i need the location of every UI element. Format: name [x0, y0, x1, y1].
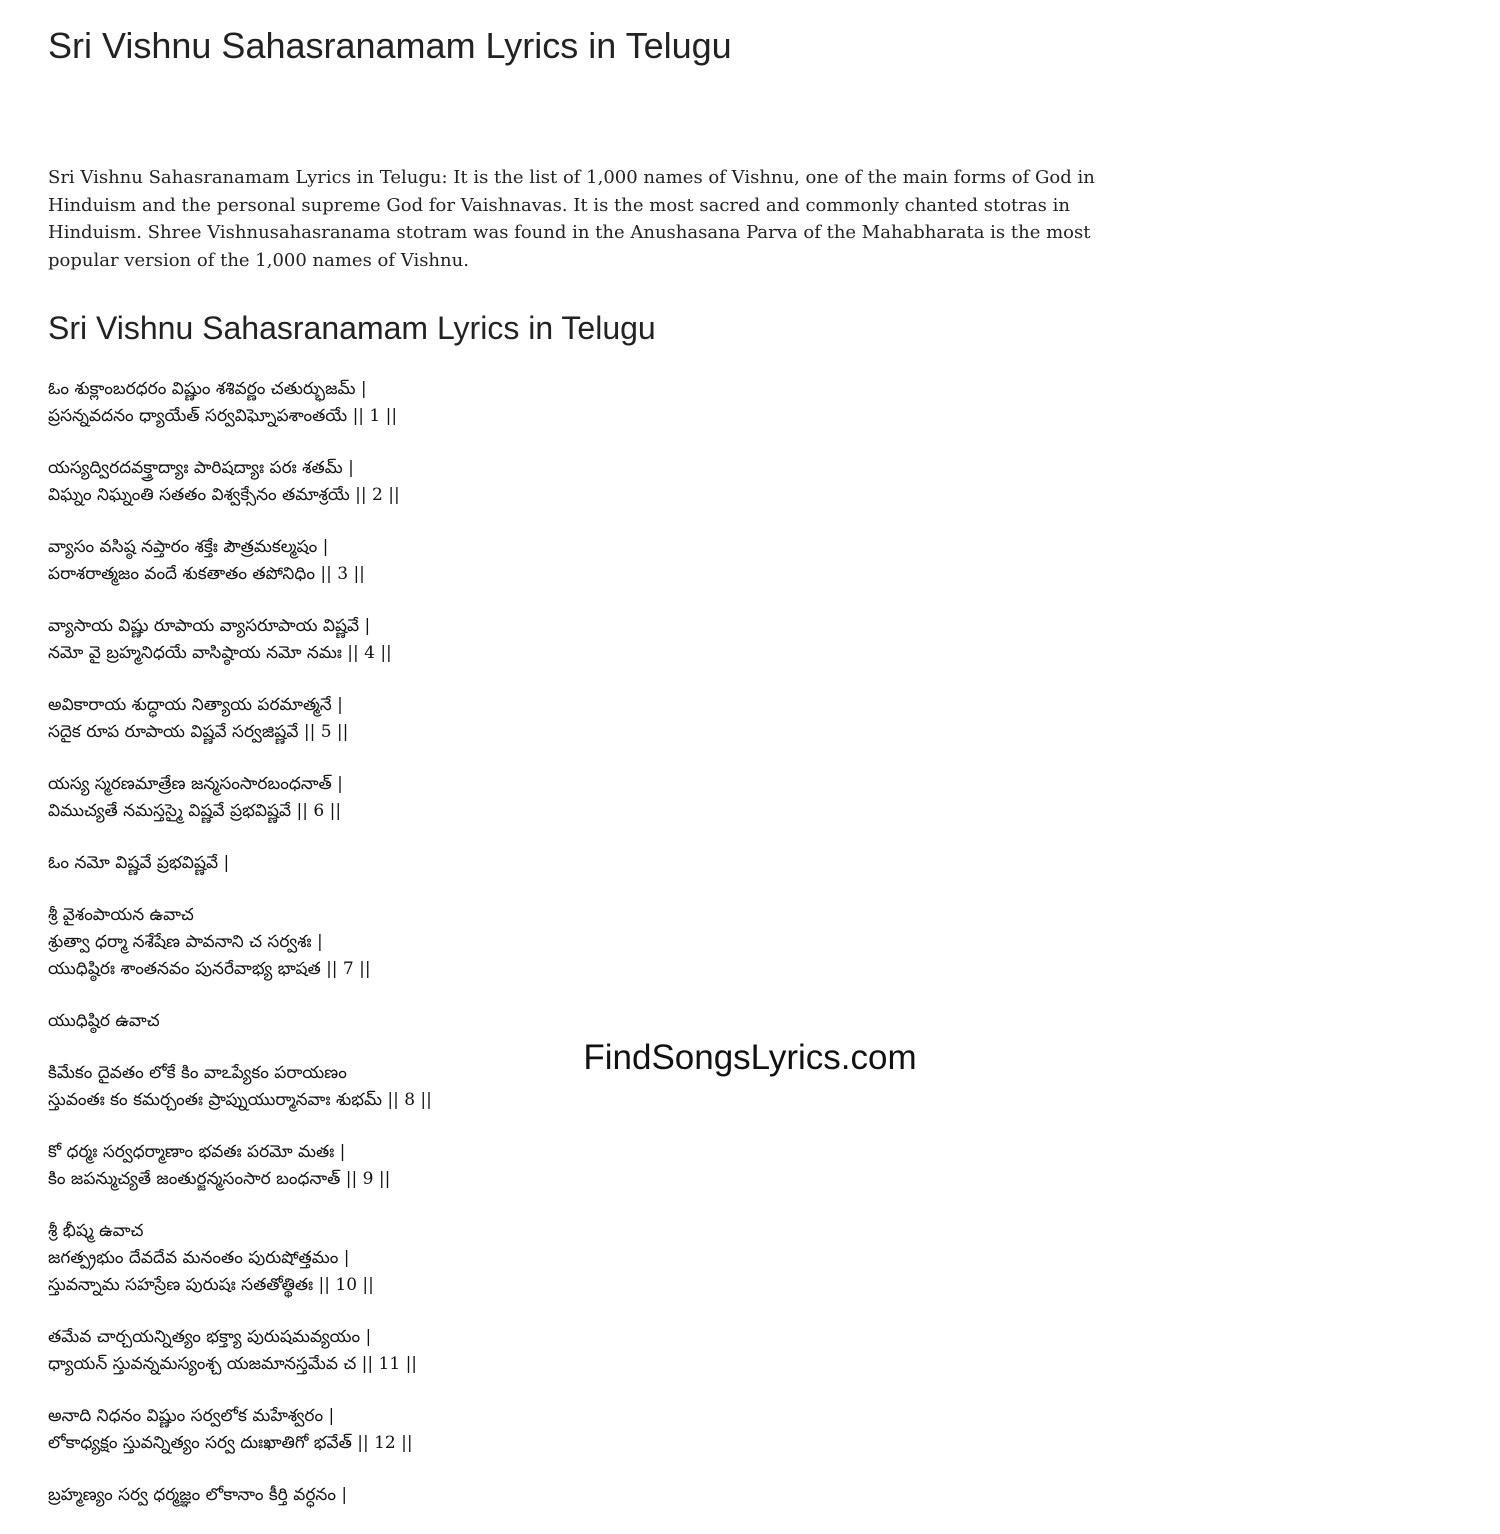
lyrics-stanza — [48, 376, 1158, 430]
article — [48, 22, 1158, 1534]
lyrics-line: నమో వై బ్రహ్మనిధయే వాసిష్ఠాయ నమో నమః || 4 || — [48, 643, 392, 663]
lyrics-line: శ్రీ వైశంపాయన ఉవాచ — [48, 905, 194, 925]
lyrics-line: ప్రసన్నవదనం ధ్యాయేత్ సర్వవిఘ్నోపశాంతయే || 1 || — [48, 406, 398, 426]
lyrics-line: వ్యాసాయ విష్ణు రూపాయ వ్యాసరూపాయ విష్ణవే | — [48, 616, 371, 636]
lyrics-line: కిమేకం దైవతం లోకే కిం వాఽప్యేకం పరాయణం — [48, 1063, 347, 1083]
lyrics-line: యస్యద్విరదవక్త్రాద్యాః పారిషద్యాః పరః శతమ్ | — [48, 458, 354, 478]
intro-paragraph: Sri Vishnu Sahasranamam Lyrics in Telugu: It is the list of 1,000 names of Vishnu, one of the main forms of God in Hinduism and the personal supreme God for Vaishnavas. It is the most sacred and commonly chanted stotras in Hinduism. Shree Vishnusahasranama stotram was found in the Anushasana Parva of the Mahabharata is the most popular version of the 1,000 names of Vishnu. — [48, 167, 1095, 271]
lyrics-stanza — [48, 1482, 1158, 1509]
lyrics-line: ఓం శుక్లాంబరధరం విష్ణుం శశివర్ణం చతుర్భుజమ్ | — [48, 379, 367, 399]
lyrics-line: శ్రుత్వా ధర్మా నశేషేణ పావనాని చ సర్వశః | — [48, 932, 323, 952]
lyrics-line: అవికారాయ శుద్ధాయ నిత్యాయ పరమాత్మనే | — [48, 695, 343, 715]
lyrics-line: యుధిష్ఠిరః శాంతనవం పునరేవాభ్య భాషత || 7 || — [48, 959, 371, 979]
lyrics-line: స్తువన్నామ సహస్రేణ పురుషః సతతోత్థితః || 10 || — [48, 1275, 374, 1295]
section-heading: Sri Vishnu Sahasranamam Lyrics in Telugu — [48, 310, 656, 346]
lyrics-line: విఘ్నం నిఘ్నంతి సతతం విశ్వక్సేనం తమాశ్రయే || 2 || — [48, 485, 400, 505]
site-watermark: FindSongsLyrics.com — [583, 1038, 917, 1077]
page-title: Sri Vishnu Sahasranamam Lyrics in Telugu — [48, 25, 732, 66]
lyrics-line: వ్యాసం వసిష్ఠ నప్తారం శక్తేః పౌత్రమకల్మషం | — [48, 537, 329, 557]
lyrics-line: బ్రహ్మణ్యం సర్వ ధర్మజ్ఞం లోకానాం కీర్తి వర్ధనం | — [48, 1485, 348, 1505]
lyrics-stanza — [48, 1324, 1158, 1378]
lyrics-line: సదైక రూప రూపాయ విష్ణవే సర్వజిష్ణవే || 5 || — [48, 722, 349, 742]
lyrics-body — [48, 376, 1158, 1509]
lyrics-stanza — [48, 1218, 1158, 1299]
lyrics-stanza — [48, 902, 1158, 983]
lyrics-line: జగత్ప్రభుం దేవదేవ మనంతం పురుషోత్తమం | — [48, 1248, 350, 1268]
lyrics-line: పరాశరాత్మజం వందే శుకతాతం తపోనిధిం || 3 || — [48, 564, 365, 584]
lyrics-line: తమేవ చార్చయన్నిత్యం భక్త్యా పురుషమవ్యయం | — [48, 1327, 372, 1347]
lyrics-line: యుధిష్ఠిర ఉవాచ — [48, 1011, 160, 1031]
lyrics-line: ఓం నమో విష్ణవే ప్రభవిష్ణవే | — [48, 853, 230, 873]
lyrics-line: అనాది నిధనం విష్ణుం సర్వలోక మహేశ్వరం | — [48, 1406, 335, 1426]
lyrics-line: లోకాధ్యక్షం స్తువన్నిత్యం సర్వ దుఃఖాతిగో భవేత్ || 12 || — [48, 1433, 413, 1453]
lyrics-stanza — [48, 771, 1158, 825]
lyrics-stanza — [48, 1139, 1158, 1193]
lyrics-line: ధ్యాయన్ స్తువన్నమస్యంశ్చ యజమానస్తమేవ చ || 11 || — [48, 1354, 418, 1374]
lyrics-line: యస్య స్మరణమాత్రేణ జన్మసంసారబంధనాత్ | — [48, 774, 343, 794]
lyrics-stanza — [48, 534, 1158, 588]
lyrics-stanza — [48, 850, 1158, 877]
lyrics-stanza — [48, 1008, 1158, 1035]
lyrics-line: కిం జపన్ముచ్యతే జంతుర్జన్మసంసార బంధనాత్ || 9 || — [48, 1169, 391, 1189]
lyrics-stanza — [48, 692, 1158, 746]
lyrics-line: శ్రీ భీష్మ ఉవాచ — [48, 1221, 144, 1241]
lyrics-line: కో ధర్మః సర్వధర్మాణాం భవతః పరమో మతః | — [48, 1142, 346, 1162]
lyrics-stanza — [48, 455, 1158, 509]
lyrics-stanza — [48, 1403, 1158, 1457]
lyrics-stanza — [48, 613, 1158, 667]
lyrics-line: విముచ్యతే నమస్తస్మై విష్ణవే ప్రభవిష్ణవే || 6 || — [48, 801, 342, 821]
lyrics-line: స్తువంతః కం కమర్చంతః ప్రాప్నుయుర్మానవాః శుభమ్ || 8 || — [48, 1090, 432, 1110]
